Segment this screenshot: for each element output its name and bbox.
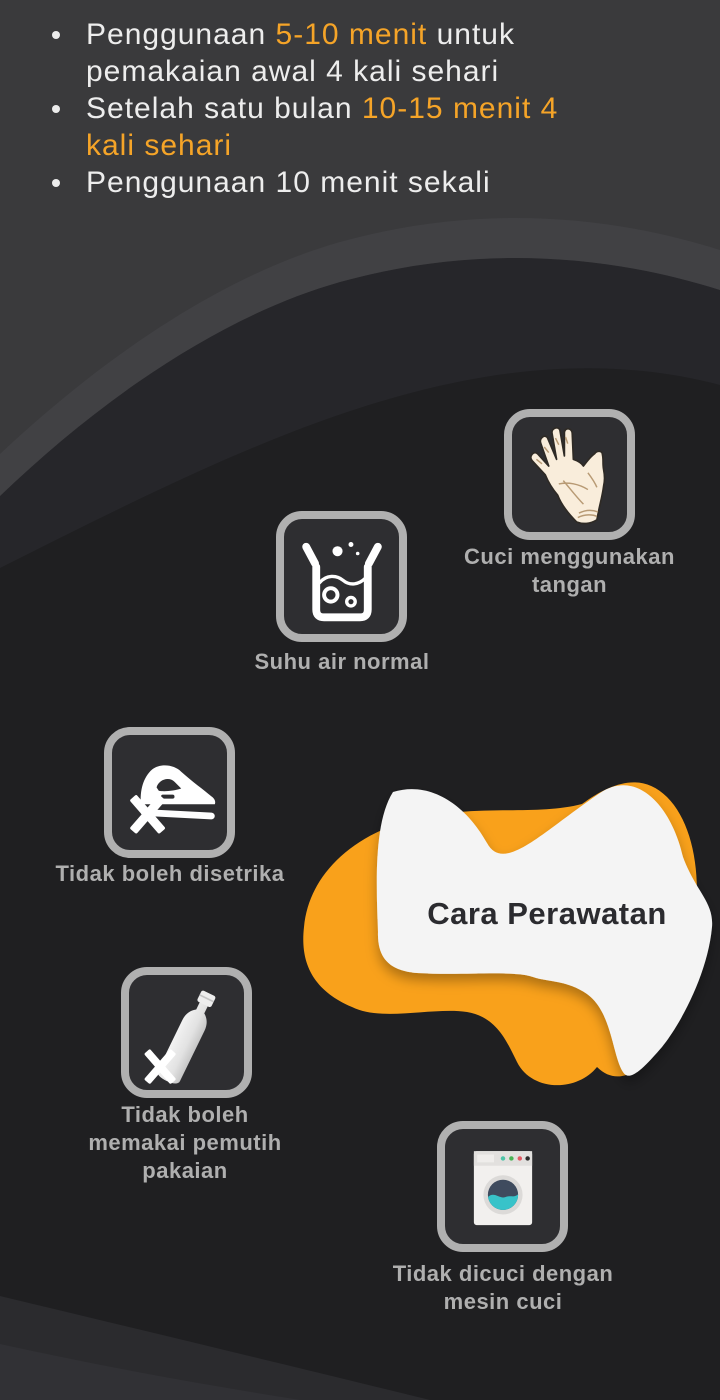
note-highlight: 10-15 menit 4 (361, 92, 559, 125)
care-item-hand-wash (504, 409, 635, 540)
list-item (46, 16, 646, 90)
note-text: Setelah satu bulan (86, 92, 362, 125)
care-label-water-temp: Suhu air normal (254, 649, 430, 674)
care-item-no-iron (104, 727, 235, 858)
care-label-no-iron: Tidak boleh disetrika (55, 861, 285, 886)
bleach-bottle-icon (131, 977, 243, 1089)
care-label-no-machine-wash: Tidak dicuci dengan mesin cuci (392, 1261, 614, 1314)
care-label-no-bleach: Tidak boleh memakai pemutih pakaian (88, 1102, 282, 1183)
care-item-no-bleach (121, 967, 252, 1098)
water-basin-icon (286, 521, 398, 633)
note-text: Penggunaan 10 menit sekali (86, 166, 491, 199)
bullet-dot (52, 31, 60, 39)
usage-note-text (86, 16, 646, 90)
note-text: pemakaian awal 4 kali sehari (86, 55, 500, 88)
care-label-hand-wash: Cuci menggunakan tangan (464, 544, 675, 597)
bullet-dot (52, 179, 60, 187)
note-text: untuk (427, 18, 515, 51)
care-item-no-machine-wash (437, 1121, 568, 1252)
note-text: Penggunaan (86, 18, 276, 51)
bullet-dot (52, 105, 60, 113)
usage-notes-list (46, 16, 646, 201)
hand-icon (514, 419, 626, 531)
usage-note-text (86, 164, 646, 201)
usage-note-text (86, 90, 646, 164)
care-section-title: Cara Perawatan (427, 896, 667, 931)
washing-machine-icon (447, 1131, 559, 1243)
care-item-water-temp (276, 511, 407, 642)
note-highlight: 5-10 menit (275, 18, 428, 51)
list-item (46, 90, 646, 164)
list-item (46, 164, 646, 201)
note-highlight: kali sehari (86, 129, 233, 162)
care-title-blob (282, 762, 720, 1107)
iron-icon (114, 737, 226, 849)
